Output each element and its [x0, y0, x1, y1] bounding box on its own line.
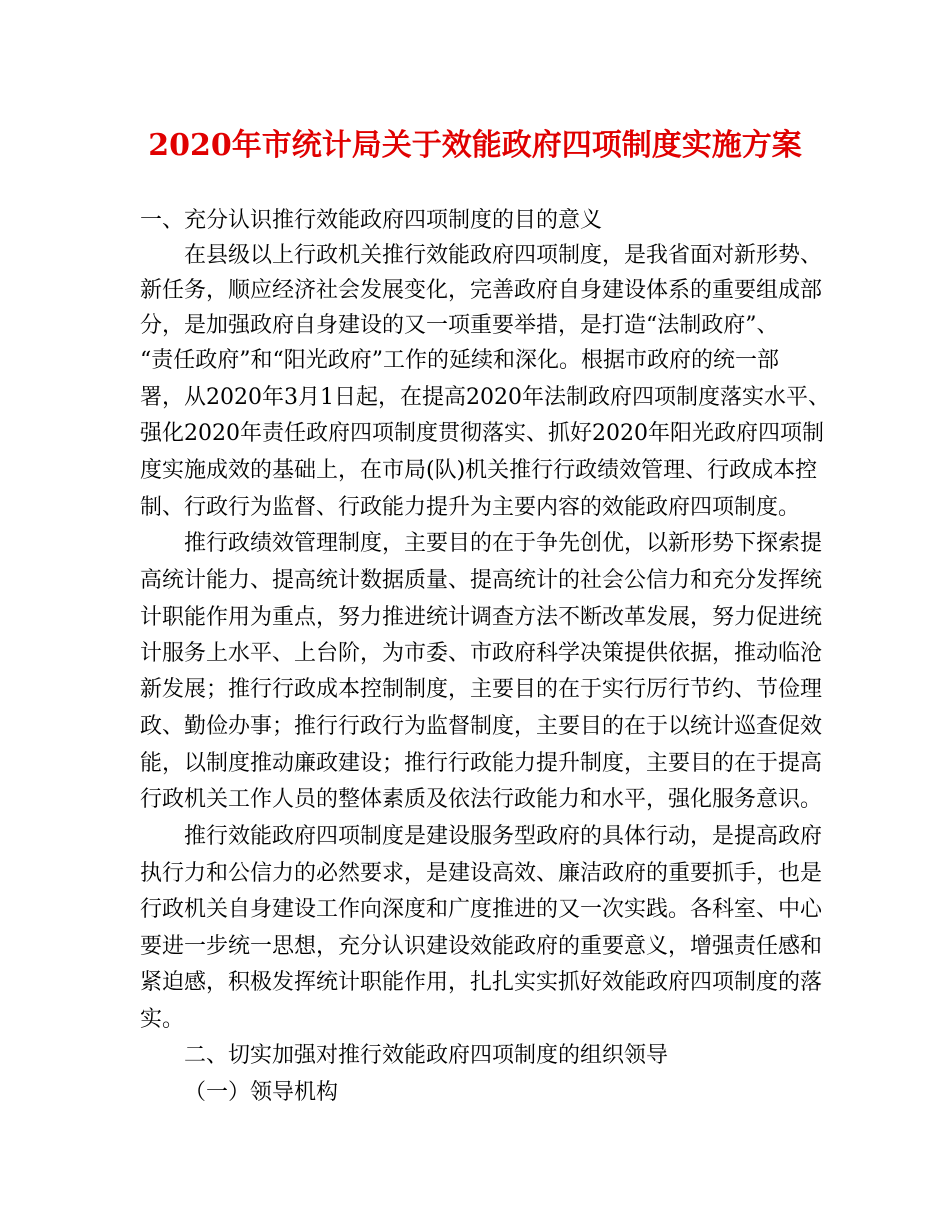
paragraph-line: 度实施成效的基础上，在市局(队)机关推行行政绩效管理、行政成本控	[140, 458, 818, 483]
paragraph-line: “责任政府”和“阳光政府”工作的延续和深化。根据市政府的统一部	[140, 348, 779, 373]
paragraph-line: 紧迫感，积极发挥统计职能作用，扎扎实实抓好效能政府四项制度的落	[140, 970, 823, 995]
paragraph-line: 在县级以上行政机关推行效能政府四项制度，是我省面对新形势、	[184, 243, 823, 268]
paragraph-line: 实。	[140, 1007, 185, 1032]
paragraph-line: 政、勤俭办事；推行行政行为监督制度，主要目的在于以统计巡查促效	[140, 714, 823, 739]
paragraph-line: 推行政绩效管理制度，主要目的在于争先创优，以新形势下探索提	[184, 531, 823, 556]
paragraph-line: 行政机关自身建设工作向深度和广度推进的又一次实践。各科室、中心	[140, 897, 823, 922]
paragraph-line: 分，是加强政府自身建设的又一项重要举措，是打造“法制政府”、	[140, 313, 779, 338]
paragraph-line: 要进一步统一思想，充分认识建设效能政府的重要意义，增强责任感和	[140, 934, 823, 959]
paragraph-line: 计服务上水平、上台阶，为市委、市政府科学决策提供依据，推动临沧	[140, 641, 823, 666]
subsection-heading: （一）领导机构	[184, 1080, 339, 1105]
section-heading-2: 二、切实加强对推行效能政府四项制度的组织领导	[184, 1043, 669, 1068]
paragraph-line: 新任务，顺应经济社会发展变化，完善政府自身建设体系的重要组成部	[140, 278, 823, 303]
paragraph-line: 行政机关工作人员的整体素质及依法行政能力和水平，强化服务意识。	[140, 787, 823, 812]
paragraph-line: 署，从2020年3月1日起，在提高2020年法制政府四项制度落实水平、	[140, 385, 830, 410]
paragraph-line: 计职能作用为重点，努力推进统计调查方法不断改革发展，努力促进统	[140, 605, 823, 630]
paragraph-line: 执行力和公信力的必然要求，是建设高效、廉洁政府的重要抓手，也是	[140, 861, 823, 886]
paragraph-line: 推行效能政府四项制度是建设服务型政府的具体行动，是提高政府	[184, 824, 823, 849]
paragraph-line: 制、行政行为监督、行政能力提升为主要内容的效能政府四项制度。	[140, 495, 801, 520]
paragraph-line: 高统计能力、提高统计数据质量、提高统计的社会公信力和充分发挥统	[140, 568, 823, 593]
paragraph-line: 能，以制度推动廉政建设；推行行政能力提升制度，主要目的在于提高	[140, 751, 823, 776]
document-title: 2020年市统计局关于效能政府四项制度实施方案	[148, 128, 802, 163]
paragraph-line: 强化2020年责任政府四项制度贯彻落实、抓好2020年阳光政府四项制	[140, 421, 824, 446]
document-body	[140, 0, 830, 1230]
paragraph-line: 新发展；推行行政成本控制制度，主要目的在于实行厉行节约、节俭理	[140, 677, 823, 702]
section-heading-1: 一、充分认识推行效能政府四项制度的目的意义	[140, 208, 603, 233]
